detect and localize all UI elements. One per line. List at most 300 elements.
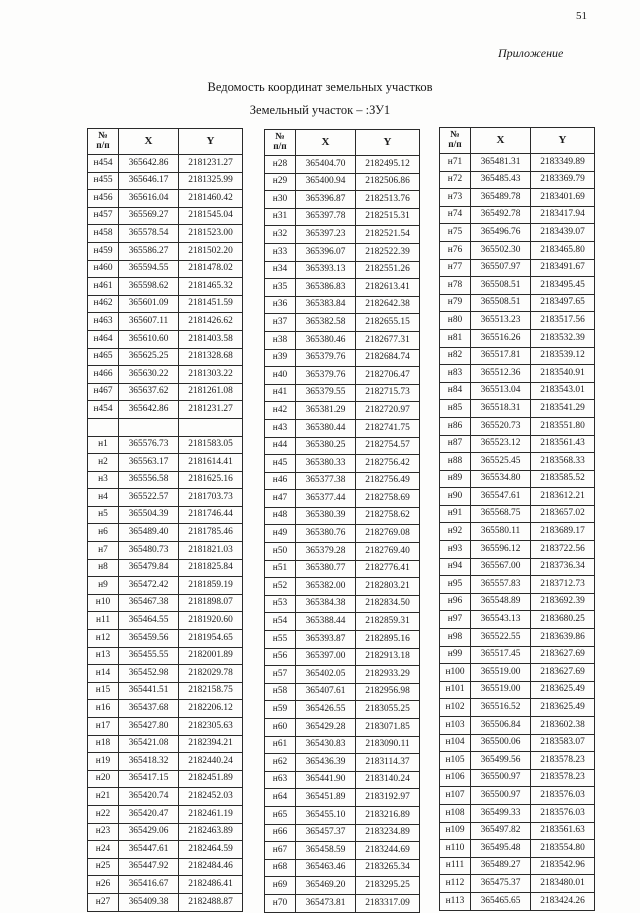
y-coordinate-cell: 2183689.17	[531, 523, 595, 541]
y-coordinate-cell: 2183680.25	[531, 611, 595, 629]
table-row	[88, 788, 243, 806]
point-number-cell: н86	[440, 417, 471, 435]
document-title: Ведомость координат земельных участков	[207, 80, 433, 94]
y-coordinate-cell: 2183090.11	[356, 736, 420, 754]
table-row	[440, 699, 595, 717]
point-number-cell: н94	[440, 558, 471, 576]
y-coordinate-cell: 2183417.94	[531, 206, 595, 224]
point-number-cell: н62	[265, 754, 296, 772]
y-coordinate-cell: 2182613.41	[356, 279, 420, 297]
x-coordinate-cell: 365459.56	[119, 630, 179, 648]
y-coordinate-cell: 2183369.79	[531, 171, 595, 189]
x-coordinate-cell: 365429.06	[119, 823, 179, 841]
x-coordinate-cell: 365594.55	[119, 260, 179, 278]
y-coordinate-cell: 2182756.42	[356, 455, 420, 473]
table-row	[88, 454, 243, 472]
point-number-cell: н30	[265, 191, 296, 209]
x-coordinate-cell: 365642.86	[119, 401, 179, 419]
table-row	[440, 171, 595, 189]
x-coordinate-cell: 365380.76	[296, 525, 356, 543]
x-coordinate-cell: 365430.83	[296, 736, 356, 754]
y-coordinate-cell: 2181325.99	[179, 172, 243, 190]
y-coordinate-cell: 2183071.85	[356, 719, 420, 737]
x-coordinate-cell: 365557.83	[471, 576, 531, 594]
y-coordinate-cell: 2182684.74	[356, 349, 420, 367]
point-number-cell: н15	[88, 682, 119, 700]
table-row	[88, 190, 243, 208]
table-row	[265, 631, 420, 649]
point-number-cell: н74	[440, 206, 471, 224]
x-coordinate-cell: 365520.73	[471, 417, 531, 435]
x-coordinate-cell: 365496.76	[471, 224, 531, 242]
table-row	[265, 367, 420, 385]
x-coordinate-cell: 365396.87	[296, 191, 356, 209]
x-coordinate-cell: 365464.55	[119, 612, 179, 630]
x-coordinate-cell: 365379.28	[296, 543, 356, 561]
point-number-cell: н80	[440, 312, 471, 330]
y-coordinate-cell: 2183554.80	[531, 840, 595, 858]
appendix-label: Приложение	[498, 46, 564, 60]
table-row	[88, 225, 243, 243]
y-coordinate-cell: 2183543.01	[531, 382, 595, 400]
x-coordinate-cell: 365610.60	[119, 330, 179, 348]
x-coordinate-cell: 365646.17	[119, 172, 179, 190]
table-row	[265, 243, 420, 261]
table-row	[88, 172, 243, 190]
y-coordinate-cell: 2183551.80	[531, 417, 595, 435]
table-row	[265, 560, 420, 578]
y-coordinate-cell: 2181821.03	[179, 542, 243, 560]
table-row	[265, 490, 420, 508]
point-number-cell: н79	[440, 294, 471, 312]
point-number-cell: н22	[88, 805, 119, 823]
table-row	[440, 417, 595, 435]
point-number-cell: н60	[265, 719, 296, 737]
point-number-cell: н90	[440, 488, 471, 506]
table-row	[440, 576, 595, 594]
point-number-cell: н2	[88, 454, 119, 472]
point-number-cell: н58	[265, 683, 296, 701]
x-coordinate-cell: 365506.84	[471, 717, 531, 735]
x-coordinate-cell: 365543.13	[471, 611, 531, 629]
point-number-cell: н54	[265, 613, 296, 631]
y-coordinate-cell: 2183692.39	[531, 593, 595, 611]
x-coordinate-cell: 365475.37	[471, 875, 531, 893]
y-coordinate-cell: 2181426.62	[179, 313, 243, 331]
y-coordinate-cell: 2183722.56	[531, 541, 595, 559]
x-coordinate-cell: 365499.33	[471, 804, 531, 822]
y-coordinate-cell: 2182754.57	[356, 437, 420, 455]
x-coordinate-cell: 365569.27	[119, 207, 179, 225]
table-row	[88, 594, 243, 612]
point-number-cell: н37	[265, 314, 296, 332]
x-coordinate-cell: 365377.38	[296, 472, 356, 490]
point-number-cell: н112	[440, 875, 471, 893]
y-coordinate-cell: 2183542.96	[531, 857, 595, 875]
y-coordinate-cell: 2183532.39	[531, 329, 595, 347]
x-coordinate-cell: 365469.20	[296, 877, 356, 895]
point-number-cell: н16	[88, 700, 119, 718]
x-coordinate-cell: 365436.39	[296, 754, 356, 772]
column-header-x: X	[296, 130, 356, 156]
y-coordinate-cell: 2182956.98	[356, 683, 420, 701]
point-number-cell: н77	[440, 259, 471, 277]
y-coordinate-cell: 2181920.60	[179, 612, 243, 630]
point-number-cell: н51	[265, 560, 296, 578]
point-number-cell: н1	[88, 436, 119, 454]
y-coordinate-cell: 2182769.40	[356, 543, 420, 561]
point-number-cell: н63	[265, 771, 296, 789]
point-number-cell: н463	[88, 313, 119, 331]
point-number-cell: н92	[440, 523, 471, 541]
x-coordinate-cell: 365380.46	[296, 331, 356, 349]
point-number-cell: н454	[88, 155, 119, 173]
x-coordinate-cell: 365568.75	[471, 505, 531, 523]
point-number-cell: н31	[265, 208, 296, 226]
x-coordinate-cell: 365383.84	[296, 296, 356, 314]
table-row	[88, 471, 243, 489]
y-coordinate-cell: 2182463.89	[179, 823, 243, 841]
y-coordinate-cell: 2183424.26	[531, 892, 595, 910]
x-coordinate-cell: 365382.00	[296, 578, 356, 596]
x-coordinate-cell: 365596.12	[471, 541, 531, 559]
point-number-cell: н47	[265, 490, 296, 508]
table-row	[265, 296, 420, 314]
table-row	[440, 752, 595, 770]
x-coordinate-cell: 365386.83	[296, 279, 356, 297]
x-coordinate-cell: 365500.97	[471, 769, 531, 787]
x-coordinate-cell: 365388.44	[296, 613, 356, 631]
x-coordinate-cell: 365463.46	[296, 859, 356, 877]
table-row	[265, 314, 420, 332]
point-number-cell: н103	[440, 717, 471, 735]
x-coordinate-cell: 365485.43	[471, 171, 531, 189]
point-number-cell: н56	[265, 648, 296, 666]
table-row	[265, 455, 420, 473]
x-coordinate-cell: 365517.81	[471, 347, 531, 365]
y-coordinate-cell: 2182513.76	[356, 191, 420, 209]
point-number-cell: н104	[440, 734, 471, 752]
y-coordinate-cell: 2181451.59	[179, 295, 243, 313]
table-row	[88, 559, 243, 577]
y-coordinate-cell: 2182720.97	[356, 402, 420, 420]
x-coordinate-cell: 365513.23	[471, 312, 531, 330]
x-coordinate-cell: 365382.58	[296, 314, 356, 332]
y-coordinate-cell: 2183114.37	[356, 754, 420, 772]
point-number-cell: н43	[265, 419, 296, 437]
y-coordinate-cell: 2182451.89	[179, 770, 243, 788]
point-number-cell: н4	[88, 489, 119, 507]
point-number-cell: н78	[440, 277, 471, 295]
point-number-cell: н40	[265, 367, 296, 385]
point-number-cell: н95	[440, 576, 471, 594]
y-coordinate-cell: 2182495.12	[356, 156, 420, 174]
x-coordinate-cell: 365519.00	[471, 681, 531, 699]
y-coordinate-cell: 2183657.02	[531, 505, 595, 523]
x-coordinate-cell: 365396.07	[296, 243, 356, 261]
table-row	[88, 401, 243, 419]
point-number-cell: н17	[88, 718, 119, 736]
column-header-number: № п/п	[265, 130, 296, 156]
table-row	[265, 191, 420, 209]
table-row	[88, 682, 243, 700]
point-number-cell: н461	[88, 278, 119, 296]
table-row	[88, 805, 243, 823]
table-row	[88, 770, 243, 788]
table-row	[88, 260, 243, 278]
y-coordinate-cell: 2181954.65	[179, 630, 243, 648]
y-coordinate-cell: 2181465.32	[179, 278, 243, 296]
y-coordinate-cell: 2181460.42	[179, 190, 243, 208]
y-coordinate-cell: 2183491.67	[531, 259, 595, 277]
table-row	[440, 734, 595, 752]
point-number-cell: н8	[88, 559, 119, 577]
table-row	[440, 312, 595, 330]
table-row	[440, 892, 595, 910]
point-number-cell: н55	[265, 631, 296, 649]
y-coordinate-cell: 2183497.65	[531, 294, 595, 312]
y-coordinate-cell: 2181703.73	[179, 489, 243, 507]
y-coordinate-cell: 2183736.34	[531, 558, 595, 576]
x-coordinate-cell: 365455.10	[296, 806, 356, 824]
x-coordinate-cell: 365517.45	[471, 646, 531, 664]
y-coordinate-cell: 2183612.21	[531, 488, 595, 506]
x-coordinate-cell: 365455.55	[119, 647, 179, 665]
y-coordinate-cell: 2182933.29	[356, 666, 420, 684]
x-coordinate-cell: 365437.68	[119, 700, 179, 718]
point-number-cell: н36	[265, 296, 296, 314]
table-row	[440, 453, 595, 471]
table-row	[440, 664, 595, 682]
table-row	[265, 419, 420, 437]
x-coordinate-cell: 365467.38	[119, 594, 179, 612]
table-row	[440, 681, 595, 699]
y-coordinate-cell: 2183627.69	[531, 664, 595, 682]
x-coordinate-cell: 365598.62	[119, 278, 179, 296]
table-row	[88, 383, 243, 401]
x-coordinate-cell: 365380.39	[296, 507, 356, 525]
point-number-cell: н457	[88, 207, 119, 225]
point-number-cell: н28	[265, 156, 296, 174]
point-number-cell: н73	[440, 189, 471, 207]
x-coordinate-cell: 365616.04	[119, 190, 179, 208]
x-coordinate-cell: 365397.00	[296, 648, 356, 666]
table-row	[440, 224, 595, 242]
point-number-cell: н70	[265, 894, 296, 912]
y-coordinate-cell: 2182461.19	[179, 805, 243, 823]
y-coordinate-cell: 2181328.68	[179, 348, 243, 366]
table-row	[88, 348, 243, 366]
y-coordinate-cell: 2183244.69	[356, 842, 420, 860]
table-row	[88, 841, 243, 859]
table-row	[265, 173, 420, 191]
x-coordinate-cell: 365416.67	[119, 876, 179, 894]
point-number-cell: н81	[440, 329, 471, 347]
page-number: 51	[576, 10, 587, 22]
y-coordinate-cell: 2182655.15	[356, 314, 420, 332]
table-row	[265, 771, 420, 789]
y-coordinate-cell: 2182803.21	[356, 578, 420, 596]
y-coordinate-cell: 2182029.78	[179, 665, 243, 683]
table-row	[265, 261, 420, 279]
y-coordinate-cell: 2182677.31	[356, 331, 420, 349]
table-row	[440, 857, 595, 875]
y-coordinate-cell: 2182859.31	[356, 613, 420, 631]
point-number-cell: н111	[440, 857, 471, 875]
point-number-cell: н467	[88, 383, 119, 401]
table-row	[265, 331, 420, 349]
x-coordinate-cell: 365409.38	[119, 893, 179, 911]
point-number-cell: н18	[88, 735, 119, 753]
point-number-cell: н108	[440, 804, 471, 822]
point-number-cell: н25	[88, 858, 119, 876]
x-coordinate-cell: 365556.58	[119, 471, 179, 489]
y-coordinate-cell: 2181898.07	[179, 594, 243, 612]
x-coordinate-cell: 365441.90	[296, 771, 356, 789]
x-coordinate-cell: 365472.42	[119, 577, 179, 595]
x-coordinate-cell: 365625.25	[119, 348, 179, 366]
x-coordinate-cell: 365379.55	[296, 384, 356, 402]
point-number-cell: н76	[440, 241, 471, 259]
x-coordinate-cell: 365458.59	[296, 842, 356, 860]
point-number-cell: н33	[265, 243, 296, 261]
table-row	[88, 418, 243, 436]
y-coordinate-cell: 2182769.08	[356, 525, 420, 543]
table-row	[88, 612, 243, 630]
point-number-cell: н98	[440, 629, 471, 647]
table-row	[265, 525, 420, 543]
y-coordinate-cell: 2183561.63	[531, 822, 595, 840]
table-row	[265, 894, 420, 912]
x-coordinate-cell: 365397.78	[296, 208, 356, 226]
y-coordinate-cell: 2183568.33	[531, 453, 595, 471]
point-number-cell: н6	[88, 524, 119, 542]
table-row	[440, 154, 595, 172]
x-coordinate-cell: 365481.31	[471, 154, 531, 172]
column-header-y: Y	[179, 129, 243, 155]
point-number-cell: н458	[88, 225, 119, 243]
table-row	[440, 294, 595, 312]
table-row	[265, 208, 420, 226]
y-coordinate-cell: 2183439.07	[531, 224, 595, 242]
point-number-cell: н93	[440, 541, 471, 559]
x-coordinate-cell: 365429.28	[296, 719, 356, 737]
table-row	[88, 735, 243, 753]
point-number-cell	[88, 418, 119, 436]
coordinates-table-3	[439, 127, 595, 911]
table-row	[265, 859, 420, 877]
table-row	[88, 242, 243, 260]
y-coordinate-cell: 2182895.16	[356, 631, 420, 649]
point-number-cell: н46	[265, 472, 296, 490]
point-number-cell: н459	[88, 242, 119, 260]
table-row	[440, 822, 595, 840]
x-coordinate-cell: 365492.78	[471, 206, 531, 224]
point-number-cell: н68	[265, 859, 296, 877]
y-coordinate-cell: 2183140.24	[356, 771, 420, 789]
table-row	[265, 349, 420, 367]
y-coordinate-cell: 2183602.38	[531, 717, 595, 735]
x-coordinate-cell: 365457.37	[296, 824, 356, 842]
y-coordinate-cell: 2181545.04	[179, 207, 243, 225]
table-row	[265, 736, 420, 754]
y-coordinate-cell: 2183055.25	[356, 701, 420, 719]
y-coordinate-cell: 2182452.03	[179, 788, 243, 806]
x-coordinate-cell: 365586.27	[119, 242, 179, 260]
y-coordinate-cell: 2183578.23	[531, 752, 595, 770]
x-coordinate-cell: 365377.44	[296, 490, 356, 508]
coordinates-table-1	[87, 128, 243, 912]
table-row	[440, 611, 595, 629]
point-number-cell: н466	[88, 366, 119, 384]
point-number-cell: н5	[88, 506, 119, 524]
x-coordinate-cell: 365489.40	[119, 524, 179, 542]
table-row	[265, 877, 420, 895]
point-number-cell: н34	[265, 261, 296, 279]
y-coordinate-cell: 2183480.01	[531, 875, 595, 893]
x-coordinate-cell: 365489.78	[471, 189, 531, 207]
y-coordinate-cell: 2182158.75	[179, 682, 243, 700]
table-row	[440, 505, 595, 523]
y-coordinate-cell: 2182834.50	[356, 595, 420, 613]
table-row	[440, 277, 595, 295]
y-coordinate-cell: 2182305.63	[179, 718, 243, 736]
table-row	[88, 313, 243, 331]
point-number-cell: н84	[440, 382, 471, 400]
table-row	[440, 804, 595, 822]
table-row	[440, 400, 595, 418]
point-number-cell: н454	[88, 401, 119, 419]
y-coordinate-cell: 2182506.86	[356, 173, 420, 191]
table-row	[440, 523, 595, 541]
x-coordinate-cell: 365499.56	[471, 752, 531, 770]
x-coordinate-cell: 365380.25	[296, 437, 356, 455]
table-row	[440, 206, 595, 224]
point-number-cell: н3	[88, 471, 119, 489]
x-coordinate-cell: 365384.38	[296, 595, 356, 613]
point-number-cell: н96	[440, 593, 471, 611]
table-row	[440, 189, 595, 207]
point-number-cell: н71	[440, 154, 471, 172]
table-row	[265, 789, 420, 807]
y-coordinate-cell: 2183541.29	[531, 400, 595, 418]
x-coordinate-cell: 365379.76	[296, 349, 356, 367]
table-row	[265, 754, 420, 772]
point-number-cell: н23	[88, 823, 119, 841]
y-coordinate-cell: 2183465.80	[531, 241, 595, 259]
x-coordinate-cell: 365534.80	[471, 470, 531, 488]
x-coordinate-cell: 365567.00	[471, 558, 531, 576]
y-coordinate-cell: 2182741.75	[356, 419, 420, 437]
x-coordinate-cell: 365397.23	[296, 226, 356, 244]
table-row	[265, 543, 420, 561]
y-coordinate-cell: 2182758.62	[356, 507, 420, 525]
table-row	[88, 858, 243, 876]
y-coordinate-cell: 2181859.19	[179, 577, 243, 595]
x-coordinate-cell: 365381.29	[296, 402, 356, 420]
table-row	[88, 295, 243, 313]
y-coordinate-cell: 2181825.84	[179, 559, 243, 577]
y-coordinate-cell: 2182484.46	[179, 858, 243, 876]
y-coordinate-cell: 2183585.52	[531, 470, 595, 488]
y-coordinate-cell: 2181614.41	[179, 454, 243, 472]
point-number-cell: н20	[88, 770, 119, 788]
x-coordinate-cell: 365512.36	[471, 365, 531, 383]
x-coordinate-cell: 365523.12	[471, 435, 531, 453]
y-coordinate-cell: 2183317.09	[356, 894, 420, 912]
x-coordinate-cell: 365379.76	[296, 367, 356, 385]
y-coordinate-cell: 2182515.31	[356, 208, 420, 226]
